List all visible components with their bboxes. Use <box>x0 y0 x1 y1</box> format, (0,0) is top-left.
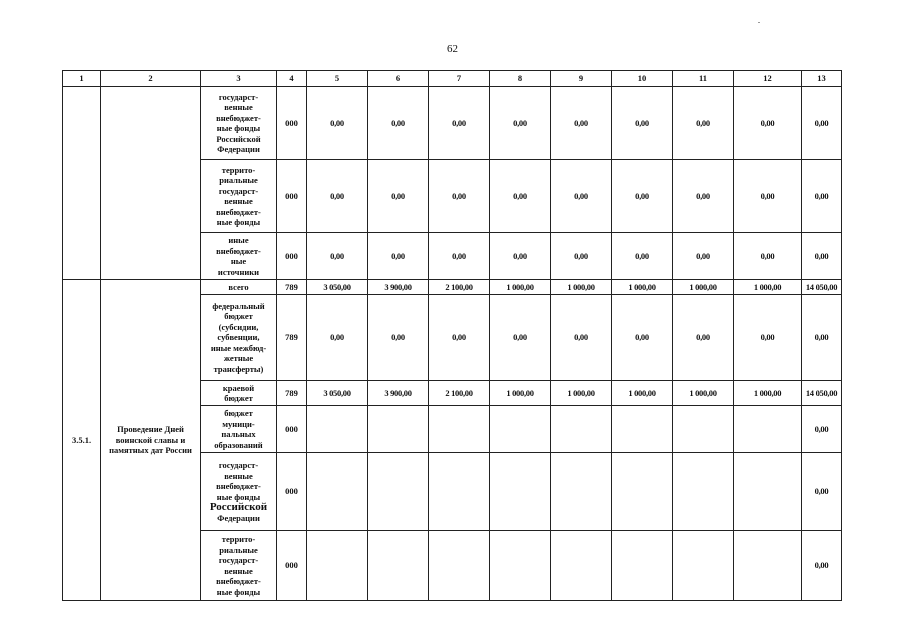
year-value-cell <box>551 406 612 453</box>
year-value-cell: 0,00 <box>551 295 612 381</box>
year-value-cell: 0,00 <box>551 160 612 233</box>
year-value-cell <box>307 406 368 453</box>
year-value-cell <box>734 531 802 601</box>
year-value-cell <box>490 453 551 531</box>
funding-source-cell: государст- венные внебюджет- ные фонды Российской Федерации <box>201 87 277 160</box>
budget-code-cell: 789 <box>277 295 307 381</box>
column-header: 5 <box>307 71 368 87</box>
year-value-cell: 0,00 <box>673 87 734 160</box>
year-value-cell <box>612 406 673 453</box>
year-value-cell: 0,00 <box>734 295 802 381</box>
total-value-cell: 14 050,00 <box>802 280 842 295</box>
year-value-cell <box>673 453 734 531</box>
year-value-cell: 0,00 <box>490 87 551 160</box>
year-value-cell: 0,00 <box>429 87 490 160</box>
year-value-cell: 0,00 <box>368 233 429 280</box>
year-value-cell: 1 000,00 <box>612 381 673 406</box>
year-value-cell: 0,00 <box>368 87 429 160</box>
year-value-cell: 0,00 <box>368 295 429 381</box>
total-value-cell: 0,00 <box>802 87 842 160</box>
budget-code-cell: 789 <box>277 381 307 406</box>
budget-code-cell: 000 <box>277 233 307 280</box>
column-header: 1 <box>63 71 101 87</box>
page-number: 62 <box>447 43 458 55</box>
year-value-cell <box>429 453 490 531</box>
year-value-cell <box>429 531 490 601</box>
budget-code-cell: 789 <box>277 280 307 295</box>
column-header: 8 <box>490 71 551 87</box>
year-value-cell: 0,00 <box>612 233 673 280</box>
year-value-cell <box>673 406 734 453</box>
item-name-cell <box>101 87 201 280</box>
column-header: 4 <box>277 71 307 87</box>
year-value-cell: 0,00 <box>734 233 802 280</box>
year-value-cell: 2 100,00 <box>429 280 490 295</box>
year-value-cell: 0,00 <box>673 233 734 280</box>
funding-source-cell: всего <box>201 280 277 295</box>
column-header: 12 <box>734 71 802 87</box>
item-name-cell: Проведение Дней воинской славы и памятных дат России <box>101 280 201 601</box>
budget-code-cell: 000 <box>277 531 307 601</box>
year-value-cell: 0,00 <box>551 233 612 280</box>
year-value-cell: 0,00 <box>490 295 551 381</box>
total-value-cell: 0,00 <box>802 406 842 453</box>
year-value-cell <box>551 531 612 601</box>
year-value-cell <box>551 453 612 531</box>
year-value-cell: 0,00 <box>429 233 490 280</box>
year-value-cell: 1 000,00 <box>673 381 734 406</box>
year-value-cell: 0,00 <box>429 160 490 233</box>
year-value-cell: 0,00 <box>612 160 673 233</box>
year-value-cell <box>612 531 673 601</box>
funding-source-cell: краевой бюджет <box>201 381 277 406</box>
year-value-cell: 3 050,00 <box>307 280 368 295</box>
year-value-cell <box>307 453 368 531</box>
year-value-cell <box>490 406 551 453</box>
year-value-cell: 0,00 <box>307 87 368 160</box>
year-value-cell <box>429 406 490 453</box>
year-value-cell <box>612 453 673 531</box>
header-row <box>63 71 842 87</box>
year-value-cell: 1 000,00 <box>490 381 551 406</box>
budget-code-cell: 000 <box>277 87 307 160</box>
total-value-cell: 0,00 <box>802 295 842 381</box>
year-value-cell: 1 000,00 <box>734 280 802 295</box>
year-value-cell <box>734 406 802 453</box>
year-value-cell: 3 900,00 <box>368 381 429 406</box>
total-value-cell: 0,00 <box>802 531 842 601</box>
column-header: 11 <box>673 71 734 87</box>
column-header: 10 <box>612 71 673 87</box>
column-header: 3 <box>201 71 277 87</box>
budget-code-cell: 000 <box>277 453 307 531</box>
year-value-cell: 0,00 <box>673 160 734 233</box>
year-value-cell: 3 900,00 <box>368 280 429 295</box>
year-value-cell <box>673 531 734 601</box>
column-header: 7 <box>429 71 490 87</box>
year-value-cell <box>368 531 429 601</box>
item-number-cell <box>63 87 101 280</box>
column-header: 9 <box>551 71 612 87</box>
year-value-cell: 0,00 <box>734 87 802 160</box>
column-header: 6 <box>368 71 429 87</box>
year-value-cell: 0,00 <box>307 295 368 381</box>
year-value-cell: 0,00 <box>673 295 734 381</box>
budget-code-cell: 000 <box>277 160 307 233</box>
item-number-cell: 3.5.1. <box>63 280 101 601</box>
year-value-cell: 1 000,00 <box>673 280 734 295</box>
year-value-cell: 1 000,00 <box>612 280 673 295</box>
funding-source-cell: террито- риальные государст- венные внебюджет- ные фонды <box>201 160 277 233</box>
year-value-cell <box>368 453 429 531</box>
year-value-cell: 1 000,00 <box>551 381 612 406</box>
total-value-cell: 0,00 <box>802 160 842 233</box>
year-value-cell: 0,00 <box>429 295 490 381</box>
total-value-cell: 0,00 <box>802 453 842 531</box>
year-value-cell: 1 000,00 <box>551 280 612 295</box>
year-value-cell: 1 000,00 <box>734 381 802 406</box>
year-value-cell: 0,00 <box>551 87 612 160</box>
funding-source-cell: государст- венные внебюджет- ные фонды Российской Федерации <box>201 453 277 531</box>
table-row <box>63 280 842 295</box>
funding-source-cell: террито- риальные государст- венные внебюджет- ные фонды <box>201 531 277 601</box>
year-value-cell <box>490 531 551 601</box>
funding-source-cell: бюджет муници- пальных образований <box>201 406 277 453</box>
year-value-cell <box>734 453 802 531</box>
column-header: 13 <box>802 71 842 87</box>
table-row <box>63 87 842 160</box>
year-value-cell: 0,00 <box>307 160 368 233</box>
year-value-cell <box>307 531 368 601</box>
year-value-cell: 0,00 <box>612 87 673 160</box>
year-value-cell <box>368 406 429 453</box>
year-value-cell: 0,00 <box>368 160 429 233</box>
year-value-cell: 1 000,00 <box>490 280 551 295</box>
scan-speck <box>758 22 760 23</box>
year-value-cell: 0,00 <box>307 233 368 280</box>
year-value-cell: 2 100,00 <box>429 381 490 406</box>
column-header: 2 <box>101 71 201 87</box>
table-body <box>63 87 842 601</box>
year-value-cell: 0,00 <box>490 160 551 233</box>
budget-code-cell: 000 <box>277 406 307 453</box>
funding-source-cell: федеральный бюджет (субсидии, субвенции, иные межбюд- жетные трансферты) <box>201 295 277 381</box>
year-value-cell: 3 050,00 <box>307 381 368 406</box>
total-value-cell: 0,00 <box>802 233 842 280</box>
budget-table <box>62 70 842 601</box>
funding-source-cell: иные внебюджет- ные источники <box>201 233 277 280</box>
year-value-cell: 0,00 <box>612 295 673 381</box>
year-value-cell: 0,00 <box>490 233 551 280</box>
total-value-cell: 14 050,00 <box>802 381 842 406</box>
year-value-cell: 0,00 <box>734 160 802 233</box>
